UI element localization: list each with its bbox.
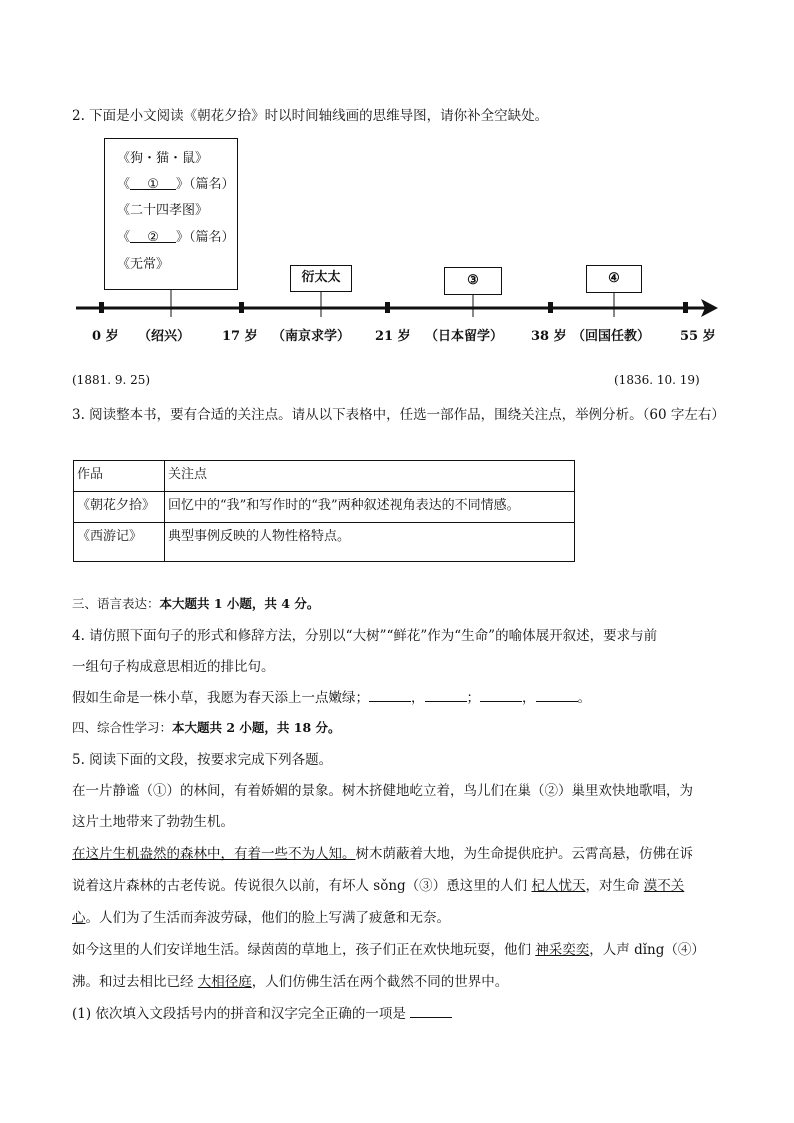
q5-text: ，人们仿佛生活在两个截然不同的世界中。 — [251, 974, 509, 990]
tick-0 — [99, 302, 104, 313]
q4-example-text: 假如生命是一株小草，我愿为春天添上一点嫩绿； — [72, 690, 369, 706]
tick-38 — [548, 302, 553, 313]
q4-prompt-line2: 一组句子构成意思相近的排比句。 — [72, 659, 275, 675]
q5-text: ，人声 dǐng（④） — [589, 942, 705, 958]
table-cell-work: 《西游记》 — [74, 523, 165, 562]
table-header-row — [74, 461, 575, 492]
q5-p3-line1 — [72, 938, 705, 958]
underlined-sentence: 在这片生机盎然的森林中，有着一些不为人知。 — [72, 846, 356, 862]
q5-text: 如今这里的人们安详地生活。绿茵茵的草地上，孩子们正在欢快地玩耍，他们 — [72, 942, 536, 958]
q5-sub1-text: (1) 依次填入文段括号内的拼音和汉字完全正确的一项是 — [72, 1006, 411, 1022]
tl-label-0: 0 岁 — [92, 329, 119, 344]
underlined-idiom: 漠不关 — [643, 878, 685, 894]
timeline-axis — [0, 0, 794, 330]
table-row — [74, 523, 575, 562]
underlined-idiom: 杞人忧天 — [531, 878, 586, 894]
box-item-1: 《狗・猫・鼠》 — [117, 151, 209, 166]
q4-blank-2[interactable] — [425, 689, 467, 702]
table-cell-focus: 典型事例反映的人物性格特点。 — [165, 523, 575, 562]
q5-text: 。人们为了生活而奔波劳碌，他们的脸上写满了疲惫和无奈。 — [85, 910, 450, 926]
date-end: (1836. 10. 19) — [614, 373, 700, 387]
q5-p2-line3 — [72, 906, 450, 926]
open-bracket: 《 — [117, 177, 131, 192]
q4-prompt-line1: 4. 请仿照下面句子的形式和修辞方法，分别以“大树”“鲜花”作为“生命”的喻体展开叙述，要求与前 — [72, 628, 658, 644]
tick-55 — [683, 302, 688, 313]
suffix: 》（篇名） — [176, 230, 235, 245]
tl-label-shaoxing: （绍兴） — [138, 329, 191, 344]
section-3-detail: 本大题共 1 小题，共 4 分。 — [159, 596, 320, 611]
section-4-prefix: 四、综合性学习： — [72, 720, 173, 735]
underlined-idiom-end: 心 — [72, 910, 86, 926]
underlined-idiom: 神采奕奕 — [535, 942, 590, 958]
date-start: (1881. 9. 25) — [72, 373, 151, 387]
section-4-detail: 本大题共 2 小题，共 18 分。 — [172, 720, 341, 735]
tl-label-17: 17 岁 — [222, 329, 258, 344]
q5-p2-line2 — [72, 874, 684, 894]
q4-blank-1[interactable] — [369, 689, 411, 702]
section-3-prefix: 三、语言表达： — [72, 596, 160, 611]
blank-2-label: ② — [147, 230, 159, 245]
q4-blank-4[interactable] — [536, 689, 578, 702]
table-header-work: 作品 — [74, 461, 165, 492]
tag-label: ③ — [467, 273, 479, 288]
q3-prompt: 3. 阅读整本书，要有合适的关注点。请从以下表格中，任选一部作品，围绕关注点，举例分析。（60 字左右） — [72, 407, 725, 423]
section-3-heading — [72, 594, 319, 612]
open-bracket: 《 — [117, 230, 131, 245]
table-cell-focus: 回忆中的“我”和写作时的“我”两种叙述视角表达的不同情感。 — [165, 492, 575, 523]
q5-text: 树木荫蔽着大地，为生命提供庇护。云霄高悬，仿佛在诉 — [355, 846, 693, 862]
tag-label: 衍太太 — [301, 270, 341, 285]
tl-label-55: 55 岁 — [680, 329, 716, 344]
tl-label-return: （回国任教） — [572, 329, 651, 344]
q5-p2-line1 — [72, 842, 693, 862]
tag-label: ④ — [608, 271, 620, 286]
q5-text: 沸。和过去相比已经 — [72, 974, 198, 990]
q5-p1-line1: 在一片静谧（①）的林间，有着娇媚的景象。树木挤健地屹立着，鸟儿们在巢（②）巢里欢快地歌唱，为 — [72, 783, 693, 799]
q4-sep: ； — [466, 690, 480, 706]
q5-sub1 — [72, 1002, 452, 1022]
q5-text: ，对生命 — [585, 878, 644, 894]
box-item-5: 《无常》 — [117, 257, 170, 272]
underlined-idiom: 大相径庭 — [197, 974, 252, 990]
q4-blank-3[interactable] — [480, 689, 522, 702]
tl-label-21: 21 岁 — [375, 329, 411, 344]
q4-example — [72, 686, 591, 706]
tl-label-38: 38 岁 — [531, 329, 567, 344]
tick-17 — [239, 302, 244, 313]
table-header-focus: 关注点 — [165, 461, 575, 492]
tick-21 — [385, 302, 390, 313]
tl-label-nanjing: （南京求学） — [272, 329, 351, 344]
table-row — [74, 492, 575, 523]
q5-p1-line2: 这片土地带来了勃勃生机。 — [72, 814, 234, 830]
q2-prompt: 2. 下面是小文阅读《朝花夕拾》时以时间轴线画的思维导图，请你补全空缺处。 — [72, 108, 549, 124]
q5-sub1-blank[interactable] — [410, 1005, 452, 1018]
table-cell-work: 《朝花夕拾》 — [74, 492, 165, 523]
blank-1-label: ① — [147, 177, 159, 192]
q4-sep: ， — [411, 690, 425, 706]
box-item-3: 《二十四孝图》 — [117, 203, 209, 218]
q5-text: 说着这片森林的古老传说。传说很久以前，有坏人 sǒng（③）恿这里的人们 — [72, 878, 532, 894]
focus-table — [73, 460, 575, 562]
section-4-heading — [72, 718, 341, 736]
tl-label-japan: （日本留学） — [425, 329, 504, 344]
q5-intro: 5. 阅读下面的文段，按要求完成下列各题。 — [72, 752, 333, 768]
q5-p3-line2 — [72, 970, 508, 990]
q4-end: 。 — [577, 690, 591, 706]
suffix: 》（篇名） — [176, 177, 235, 192]
q4-sep: ， — [522, 690, 536, 706]
